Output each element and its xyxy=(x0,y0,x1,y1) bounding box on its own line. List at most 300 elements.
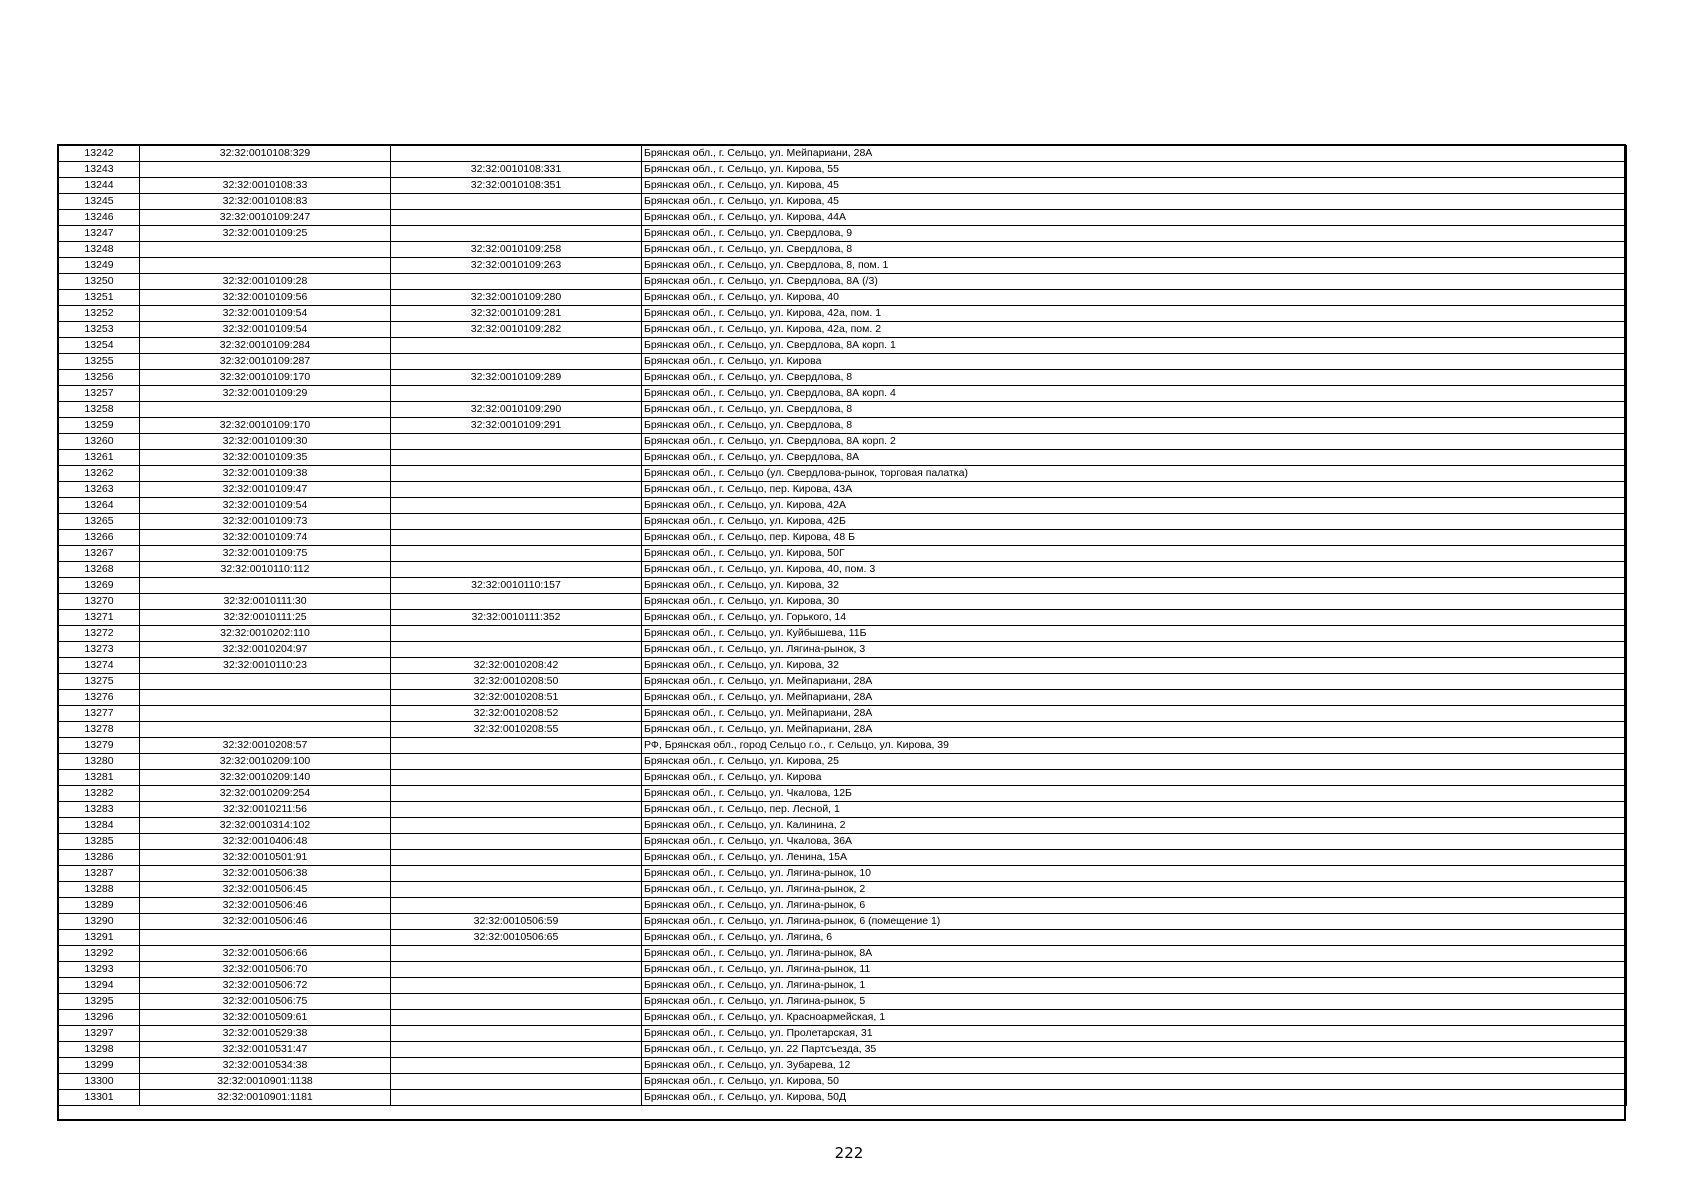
table-row xyxy=(59,178,1627,194)
building-number-cell: 32:32:0010109:289 xyxy=(391,370,642,386)
table-row xyxy=(59,434,1627,450)
address-cell: Брянская обл., г. Сельцо, ул. Лягина-рынок, 10 xyxy=(642,866,1627,882)
table-row xyxy=(59,162,1627,178)
parcel-number-cell: 32:32:0010506:38 xyxy=(140,866,391,882)
row-number-cell: 13256 xyxy=(59,370,140,386)
building-number-cell xyxy=(391,818,642,834)
table-row xyxy=(59,866,1627,882)
address-cell: Брянская обл., г. Сельцо, ул. Ленина, 15А xyxy=(642,850,1627,866)
table-row xyxy=(59,706,1627,722)
building-number-cell xyxy=(391,354,642,370)
building-number-cell xyxy=(391,1026,642,1042)
address-cell: Брянская обл., г. Сельцо, ул. Кирова, 50Г xyxy=(642,546,1627,562)
address-cell: Брянская обл., г. Сельцо, ул. Зубарева, 12 xyxy=(642,1058,1627,1074)
building-number-cell: 32:32:0010109:263 xyxy=(391,258,642,274)
building-number-cell xyxy=(391,802,642,818)
table-row xyxy=(59,1042,1627,1058)
address-cell: Брянская обл., г. Сельцо, ул. Мейпариани, 28А xyxy=(642,674,1627,690)
parcel-number-cell: 32:32:0010109:54 xyxy=(140,498,391,514)
table-row xyxy=(59,146,1627,162)
table-row xyxy=(59,1058,1627,1074)
row-number-cell: 13286 xyxy=(59,850,140,866)
table-row xyxy=(59,914,1627,930)
address-cell: Брянская обл., г. Сельцо, ул. Свердлова, 9 xyxy=(642,226,1627,242)
address-cell: Брянская обл., г. Сельцо, ул. Кирова, 42А xyxy=(642,498,1627,514)
row-number-cell: 13298 xyxy=(59,1042,140,1058)
building-number-cell xyxy=(391,834,642,850)
table-row xyxy=(59,850,1627,866)
table-row xyxy=(59,578,1627,594)
row-number-cell: 13301 xyxy=(59,1090,140,1106)
building-number-cell: 32:32:0010108:331 xyxy=(391,162,642,178)
parcel-number-cell: 32:32:0010506:46 xyxy=(140,914,391,930)
address-cell: Брянская обл., г. Сельцо, ул. Кирова, 55 xyxy=(642,162,1627,178)
address-cell: Брянская обл., г. Сельцо, ул. Лягина-рынок, 3 xyxy=(642,642,1627,658)
row-number-cell: 13279 xyxy=(59,738,140,754)
parcel-number-cell: 32:32:0010901:1181 xyxy=(140,1090,391,1106)
building-number-cell xyxy=(391,514,642,530)
building-number-cell xyxy=(391,1042,642,1058)
table-row xyxy=(59,882,1627,898)
address-cell: Брянская обл., г. Сельцо, ул. Кирова, 40 xyxy=(642,290,1627,306)
table-row xyxy=(59,402,1627,418)
building-number-cell xyxy=(391,210,642,226)
table-row xyxy=(59,770,1627,786)
row-number-cell: 13297 xyxy=(59,1026,140,1042)
parcel-number-cell: 32:32:0010531:47 xyxy=(140,1042,391,1058)
row-number-cell: 13255 xyxy=(59,354,140,370)
parcel-number-cell: 32:32:0010211:56 xyxy=(140,802,391,818)
building-number-cell xyxy=(391,274,642,290)
parcel-number-cell: 32:32:0010204:97 xyxy=(140,642,391,658)
row-number-cell: 13296 xyxy=(59,1010,140,1026)
row-number-cell: 13291 xyxy=(59,930,140,946)
table-row xyxy=(59,802,1627,818)
address-cell: Брянская обл., г. Сельцо, ул. Кирова, 45 xyxy=(642,194,1627,210)
building-number-cell xyxy=(391,738,642,754)
table-row xyxy=(59,290,1627,306)
table-row xyxy=(59,594,1627,610)
address-cell: Брянская обл., г. Сельцо, ул. Свердлова, 8 xyxy=(642,370,1627,386)
address-cell: Брянская обл., г. Сельцо, ул. Мейпариани, 28А xyxy=(642,690,1627,706)
row-number-cell: 13251 xyxy=(59,290,140,306)
table-row xyxy=(59,498,1627,514)
building-number-cell: 32:32:0010208:42 xyxy=(391,658,642,674)
table-row xyxy=(59,306,1627,322)
building-number-cell xyxy=(391,1058,642,1074)
table-row xyxy=(59,818,1627,834)
address-cell: Брянская обл., г. Сельцо, ул. Кирова, 25 xyxy=(642,754,1627,770)
address-cell: Брянская обл., г. Сельцо, ул. Свердлова, 8А корп. 2 xyxy=(642,434,1627,450)
building-number-cell xyxy=(391,850,642,866)
row-number-cell: 13244 xyxy=(59,178,140,194)
parcel-number-cell: 32:32:0010109:73 xyxy=(140,514,391,530)
parcel-number-cell: 32:32:0010506:70 xyxy=(140,962,391,978)
address-cell: Брянская обл., г. Сельцо, ул. Лягина, 6 xyxy=(642,930,1627,946)
table-row xyxy=(59,642,1627,658)
row-number-cell: 13262 xyxy=(59,466,140,482)
address-cell: Брянская обл., г. Сельцо, ул. Кирова, 32 xyxy=(642,658,1627,674)
parcel-number-cell: 32:32:0010109:170 xyxy=(140,418,391,434)
parcel-number-cell: 32:32:0010109:47 xyxy=(140,482,391,498)
address-cell: Брянская обл., г. Сельцо, ул. Мейпариани, 28А xyxy=(642,706,1627,722)
cadastral-table xyxy=(58,145,1627,1106)
address-cell: Брянская обл., г. Сельцо, ул. Свердлова, 8А корп. 1 xyxy=(642,338,1627,354)
parcel-number-cell: 32:32:0010506:46 xyxy=(140,898,391,914)
parcel-number-cell xyxy=(140,258,391,274)
row-number-cell: 13259 xyxy=(59,418,140,434)
table-row xyxy=(59,546,1627,562)
address-cell: Брянская обл., г. Сельцо, пер. Кирова, 48 Б xyxy=(642,530,1627,546)
row-number-cell: 13260 xyxy=(59,434,140,450)
building-number-cell xyxy=(391,770,642,786)
table-row xyxy=(59,370,1627,386)
building-number-cell xyxy=(391,866,642,882)
parcel-number-cell: 32:32:0010209:254 xyxy=(140,786,391,802)
row-number-cell: 13285 xyxy=(59,834,140,850)
address-cell: Брянская обл., г. Сельцо, ул. Кирова, 30 xyxy=(642,594,1627,610)
row-number-cell: 13243 xyxy=(59,162,140,178)
address-cell: Брянская обл., г. Сельцо, ул. Кирова, 50Д xyxy=(642,1090,1627,1106)
parcel-number-cell xyxy=(140,690,391,706)
table-row xyxy=(59,978,1627,994)
address-cell: Брянская обл., г. Сельцо, пер. Лесной, 1 xyxy=(642,802,1627,818)
building-number-cell: 32:32:0010109:281 xyxy=(391,306,642,322)
address-cell: Брянская обл., г. Сельцо, ул. Кирова, 42а, пом. 1 xyxy=(642,306,1627,322)
building-number-cell xyxy=(391,962,642,978)
row-number-cell: 13261 xyxy=(59,450,140,466)
row-number-cell: 13288 xyxy=(59,882,140,898)
parcel-number-cell: 32:32:0010108:329 xyxy=(140,146,391,162)
page-number: 222 xyxy=(834,1144,864,1162)
table-row xyxy=(59,994,1627,1010)
building-number-cell: 32:32:0010506:59 xyxy=(391,914,642,930)
address-cell: Брянская обл., г. Сельцо, ул. Кирова, 32 xyxy=(642,578,1627,594)
row-number-cell: 13278 xyxy=(59,722,140,738)
address-cell: Брянская обл., г. Сельцо, ул. Кирова xyxy=(642,354,1627,370)
table-row xyxy=(59,418,1627,434)
parcel-number-cell: 32:32:0010109:28 xyxy=(140,274,391,290)
parcel-number-cell: 32:32:0010109:25 xyxy=(140,226,391,242)
parcel-number-cell: 32:32:0010901:1138 xyxy=(140,1074,391,1090)
parcel-number-cell: 32:32:0010506:66 xyxy=(140,946,391,962)
building-number-cell: 32:32:0010110:157 xyxy=(391,578,642,594)
address-cell: Брянская обл., г. Сельцо, ул. Пролетарская, 31 xyxy=(642,1026,1627,1042)
parcel-number-cell: 32:32:0010109:35 xyxy=(140,450,391,466)
building-number-cell xyxy=(391,562,642,578)
building-number-cell xyxy=(391,978,642,994)
table-body xyxy=(59,146,1627,1106)
address-cell: Брянская обл., г. Сельцо, ул. Куйбышева, 11Б xyxy=(642,626,1627,642)
parcel-number-cell xyxy=(140,674,391,690)
parcel-number-cell xyxy=(140,706,391,722)
parcel-number-cell: 32:32:0010108:83 xyxy=(140,194,391,210)
building-number-cell: 32:32:0010208:51 xyxy=(391,690,642,706)
table-row xyxy=(59,338,1627,354)
parcel-number-cell: 32:32:0010509:61 xyxy=(140,1010,391,1026)
table-row xyxy=(59,1074,1627,1090)
parcel-number-cell: 32:32:0010109:287 xyxy=(140,354,391,370)
table-row xyxy=(59,386,1627,402)
parcel-number-cell: 32:32:0010501:91 xyxy=(140,850,391,866)
building-number-cell xyxy=(391,594,642,610)
row-number-cell: 13245 xyxy=(59,194,140,210)
parcel-number-cell: 32:32:0010506:45 xyxy=(140,882,391,898)
parcel-number-cell xyxy=(140,402,391,418)
address-cell: Брянская обл., г. Сельцо, ул. Свердлова, 8А xyxy=(642,450,1627,466)
parcel-number-cell xyxy=(140,162,391,178)
row-number-cell: 13293 xyxy=(59,962,140,978)
parcel-number-cell: 32:32:0010109:170 xyxy=(140,370,391,386)
row-number-cell: 13275 xyxy=(59,674,140,690)
address-cell: Брянская обл., г. Сельцо, ул. 22 Партсъезда, 35 xyxy=(642,1042,1627,1058)
address-cell: Брянская обл., г. Сельцо, ул. Лягина-рынок, 2 xyxy=(642,882,1627,898)
address-cell: Брянская обл., г. Сельцо, ул. Свердлова, 8, пом. 1 xyxy=(642,258,1627,274)
parcel-number-cell: 32:32:0010209:140 xyxy=(140,770,391,786)
parcel-number-cell: 32:32:0010109:38 xyxy=(140,466,391,482)
building-number-cell xyxy=(391,498,642,514)
building-number-cell xyxy=(391,1090,642,1106)
building-number-cell xyxy=(391,530,642,546)
row-number-cell: 13294 xyxy=(59,978,140,994)
row-number-cell: 13276 xyxy=(59,690,140,706)
parcel-number-cell: 32:32:0010111:30 xyxy=(140,594,391,610)
address-cell: Брянская обл., г. Сельцо, ул. Лягина-рынок, 6 xyxy=(642,898,1627,914)
address-cell: Брянская обл., г. Сельцо (ул. Свердлова-рынок, торговая палатка) xyxy=(642,466,1627,482)
table-row xyxy=(59,738,1627,754)
table-row xyxy=(59,226,1627,242)
table-row xyxy=(59,1010,1627,1026)
table-row xyxy=(59,1090,1627,1106)
building-number-cell xyxy=(391,226,642,242)
address-cell: Брянская обл., г. Сельцо, ул. Лягина-рынок, 11 xyxy=(642,962,1627,978)
address-cell: Брянская обл., г. Сельцо, ул. Калинина, 2 xyxy=(642,818,1627,834)
table-row xyxy=(59,690,1627,706)
building-number-cell xyxy=(391,754,642,770)
table-row xyxy=(59,322,1627,338)
building-number-cell xyxy=(391,786,642,802)
parcel-number-cell: 32:32:0010111:25 xyxy=(140,610,391,626)
row-number-cell: 13246 xyxy=(59,210,140,226)
building-number-cell: 32:32:0010506:65 xyxy=(391,930,642,946)
building-number-cell: 32:32:0010109:290 xyxy=(391,402,642,418)
table-row xyxy=(59,530,1627,546)
row-number-cell: 13280 xyxy=(59,754,140,770)
address-cell: Брянская обл., г. Сельцо, ул. Горького, 14 xyxy=(642,610,1627,626)
parcel-number-cell: 32:32:0010506:72 xyxy=(140,978,391,994)
address-cell: Брянская обл., г. Сельцо, ул. Свердлова, 8 xyxy=(642,242,1627,258)
table-row xyxy=(59,242,1627,258)
building-number-cell xyxy=(391,882,642,898)
building-number-cell: 32:32:0010208:52 xyxy=(391,706,642,722)
row-number-cell: 13249 xyxy=(59,258,140,274)
building-number-cell xyxy=(391,994,642,1010)
row-number-cell: 13289 xyxy=(59,898,140,914)
parcel-number-cell: 32:32:0010529:38 xyxy=(140,1026,391,1042)
parcel-number-cell: 32:32:0010110:112 xyxy=(140,562,391,578)
building-number-cell: 32:32:0010109:280 xyxy=(391,290,642,306)
row-number-cell: 13273 xyxy=(59,642,140,658)
building-number-cell: 32:32:0010109:291 xyxy=(391,418,642,434)
row-number-cell: 13264 xyxy=(59,498,140,514)
address-cell: Брянская обл., г. Сельцо, ул. Свердлова, 8А корп. 4 xyxy=(642,386,1627,402)
table-row xyxy=(59,450,1627,466)
table-row xyxy=(59,194,1627,210)
table-row xyxy=(59,658,1627,674)
row-number-cell: 13299 xyxy=(59,1058,140,1074)
address-cell: Брянская обл., г. Сельцо, ул. Кирова, 40, пом. 3 xyxy=(642,562,1627,578)
row-number-cell: 13290 xyxy=(59,914,140,930)
row-number-cell: 13284 xyxy=(59,818,140,834)
parcel-number-cell: 32:32:0010314:102 xyxy=(140,818,391,834)
address-cell: Брянская обл., г. Сельцо, ул. Кирова xyxy=(642,770,1627,786)
address-cell: Брянская обл., г. Сельцо, ул. Лягина-рынок, 1 xyxy=(642,978,1627,994)
address-cell: Брянская обл., г. Сельцо, ул. Кирова, 45 xyxy=(642,178,1627,194)
table-row xyxy=(59,834,1627,850)
building-number-cell xyxy=(391,194,642,210)
table-row xyxy=(59,786,1627,802)
building-number-cell xyxy=(391,434,642,450)
address-cell: Брянская обл., г. Сельцо, ул. Чкалова, 36А xyxy=(642,834,1627,850)
table-row xyxy=(59,962,1627,978)
table-row xyxy=(59,210,1627,226)
address-cell: Брянская обл., г. Сельцо, ул. Чкалова, 12Б xyxy=(642,786,1627,802)
building-number-cell xyxy=(391,482,642,498)
table-row xyxy=(59,1026,1627,1042)
table-row xyxy=(59,754,1627,770)
parcel-number-cell: 32:32:0010109:54 xyxy=(140,322,391,338)
row-number-cell: 13265 xyxy=(59,514,140,530)
parcel-number-cell: 32:32:0010109:56 xyxy=(140,290,391,306)
address-cell: Брянская обл., г. Сельцо, ул. Свердлова, 8 xyxy=(642,402,1627,418)
row-number-cell: 13292 xyxy=(59,946,140,962)
row-number-cell: 13300 xyxy=(59,1074,140,1090)
building-number-cell: 32:32:0010109:282 xyxy=(391,322,642,338)
address-cell: Брянская обл., г. Сельцо, пер. Кирова, 43А xyxy=(642,482,1627,498)
parcel-number-cell: 32:32:0010109:74 xyxy=(140,530,391,546)
parcel-number-cell xyxy=(140,578,391,594)
row-number-cell: 13287 xyxy=(59,866,140,882)
address-cell: Брянская обл., г. Сельцо, ул. Лягина-рынок, 8А xyxy=(642,946,1627,962)
building-number-cell xyxy=(391,338,642,354)
row-number-cell: 13248 xyxy=(59,242,140,258)
row-number-cell: 13258 xyxy=(59,402,140,418)
address-cell: Брянская обл., г. Сельцо, ул. Мейпариани, 28А xyxy=(642,722,1627,738)
building-number-cell: 32:32:0010208:50 xyxy=(391,674,642,690)
building-number-cell: 32:32:0010208:55 xyxy=(391,722,642,738)
table-row xyxy=(59,946,1627,962)
building-number-cell: 32:32:0010111:352 xyxy=(391,610,642,626)
table-row xyxy=(59,258,1627,274)
table-row xyxy=(59,930,1627,946)
table-row xyxy=(59,722,1627,738)
table-row xyxy=(59,610,1627,626)
address-cell: Брянская обл., г. Сельцо, ул. Свердлова, 8 xyxy=(642,418,1627,434)
table-row xyxy=(59,674,1627,690)
address-cell: Брянская обл., г. Сельцо, ул. Лягина-рынок, 5 xyxy=(642,994,1627,1010)
table-row xyxy=(59,514,1627,530)
row-number-cell: 13268 xyxy=(59,562,140,578)
row-number-cell: 13250 xyxy=(59,274,140,290)
address-cell: Брянская обл., г. Сельцо, ул. Мейпариани, 28А xyxy=(642,146,1627,162)
row-number-cell: 13242 xyxy=(59,146,140,162)
row-number-cell: 13270 xyxy=(59,594,140,610)
parcel-number-cell: 32:32:0010109:30 xyxy=(140,434,391,450)
parcel-number-cell: 32:32:0010208:57 xyxy=(140,738,391,754)
table-row xyxy=(59,354,1627,370)
table-row xyxy=(59,466,1627,482)
parcel-number-cell xyxy=(140,930,391,946)
building-number-cell xyxy=(391,146,642,162)
parcel-number-cell: 32:32:0010110:23 xyxy=(140,658,391,674)
building-number-cell xyxy=(391,898,642,914)
parcel-number-cell: 32:32:0010109:29 xyxy=(140,386,391,402)
table-row xyxy=(59,898,1627,914)
row-number-cell: 13263 xyxy=(59,482,140,498)
building-number-cell xyxy=(391,386,642,402)
building-number-cell xyxy=(391,546,642,562)
row-number-cell: 13271 xyxy=(59,610,140,626)
row-number-cell: 13274 xyxy=(59,658,140,674)
table-row xyxy=(59,626,1627,642)
row-number-cell: 13247 xyxy=(59,226,140,242)
row-number-cell: 13257 xyxy=(59,386,140,402)
row-number-cell: 13282 xyxy=(59,786,140,802)
row-number-cell: 13295 xyxy=(59,994,140,1010)
address-cell: Брянская обл., г. Сельцо, ул. Свердлова, 8А (/3) xyxy=(642,274,1627,290)
building-number-cell xyxy=(391,466,642,482)
parcel-number-cell: 32:32:0010202:110 xyxy=(140,626,391,642)
building-number-cell xyxy=(391,946,642,962)
parcel-number-cell: 32:32:0010534:38 xyxy=(140,1058,391,1074)
row-number-cell: 13269 xyxy=(59,578,140,594)
address-cell: Брянская обл., г. Сельцо, ул. Кирова, 50 xyxy=(642,1074,1627,1090)
parcel-number-cell: 32:32:0010109:247 xyxy=(140,210,391,226)
parcel-number-cell: 32:32:0010506:75 xyxy=(140,994,391,1010)
parcel-number-cell: 32:32:0010209:100 xyxy=(140,754,391,770)
building-number-cell: 32:32:0010108:351 xyxy=(391,178,642,194)
building-number-cell xyxy=(391,1010,642,1026)
row-number-cell: 13267 xyxy=(59,546,140,562)
address-cell: Брянская обл., г. Сельцо, ул. Кирова, 42Б xyxy=(642,514,1627,530)
table-row xyxy=(59,274,1627,290)
parcel-number-cell: 32:32:0010406:48 xyxy=(140,834,391,850)
parcel-number-cell: 32:32:0010109:54 xyxy=(140,306,391,322)
address-cell: Брянская обл., г. Сельцо, ул. Красноармейская, 1 xyxy=(642,1010,1627,1026)
address-cell: Брянская обл., г. Сельцо, ул. Лягина-рынок, 6 (помещение 1) xyxy=(642,914,1627,930)
address-cell: РФ, Брянская обл., город Сельцо г.о., г. Сельцо, ул. Кирова, 39 xyxy=(642,738,1627,754)
address-cell: Брянская обл., г. Сельцо, ул. Кирова, 44А xyxy=(642,210,1627,226)
parcel-number-cell xyxy=(140,722,391,738)
building-number-cell xyxy=(391,642,642,658)
building-number-cell xyxy=(391,626,642,642)
row-number-cell: 13283 xyxy=(59,802,140,818)
table-row xyxy=(59,562,1627,578)
row-number-cell: 13253 xyxy=(59,322,140,338)
parcel-number-cell: 32:32:0010108:33 xyxy=(140,178,391,194)
address-cell: Брянская обл., г. Сельцо, ул. Кирова, 42а, пом. 2 xyxy=(642,322,1627,338)
row-number-cell: 13266 xyxy=(59,530,140,546)
row-number-cell: 13277 xyxy=(59,706,140,722)
parcel-number-cell: 32:32:0010109:284 xyxy=(140,338,391,354)
row-number-cell: 13252 xyxy=(59,306,140,322)
building-number-cell: 32:32:0010109:258 xyxy=(391,242,642,258)
row-number-cell: 13272 xyxy=(59,626,140,642)
parcel-number-cell xyxy=(140,242,391,258)
parcel-number-cell: 32:32:0010109:75 xyxy=(140,546,391,562)
table-row xyxy=(59,482,1627,498)
building-number-cell xyxy=(391,450,642,466)
